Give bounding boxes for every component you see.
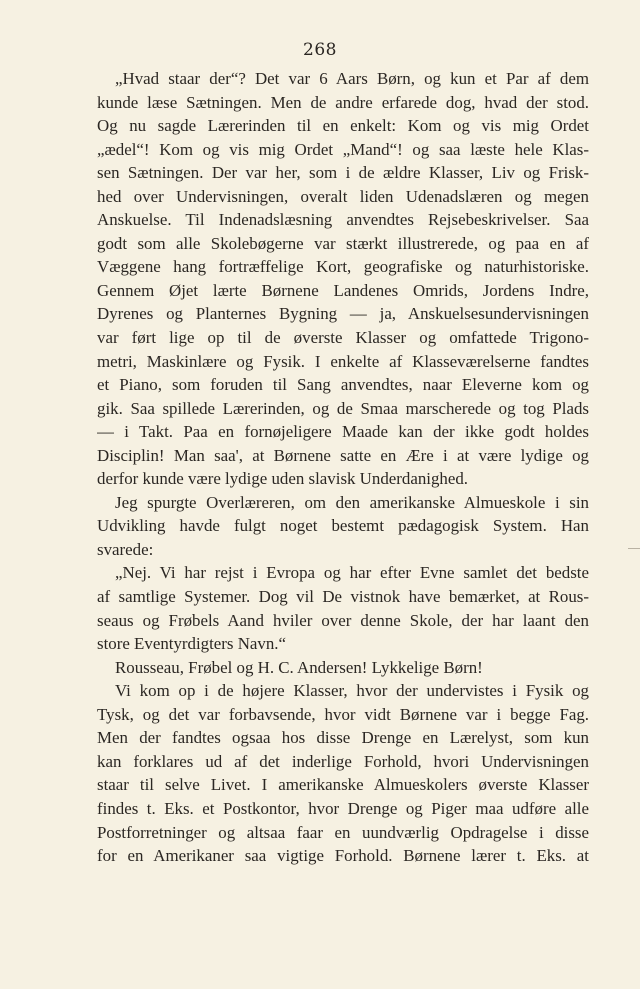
text-line: Men der fandtes ogsaa hos disse Drenge en Lærelyst, som kun (97, 728, 589, 748)
text-line: gik. Saa spillede Lærerinden, og de Smaa marscherede og tog Plads (97, 398, 589, 418)
text-line: — i Takt. Paa en fornøjeligere Maade kan der ikke godt holdes (97, 422, 589, 442)
text-line: Jeg spurgte Overlæreren, om den amerikanske Almueskole i sin (115, 492, 589, 512)
text-line: derfor kunde være lydige uden slavisk Underdanighed. (97, 469, 469, 489)
text-line: Og nu sagde Lærerinden til en enkelt: Kom og vis mig Ordet (97, 116, 589, 136)
text-line: hed over Undervisningen, overalt liden Udenadslæren og megen (97, 186, 589, 206)
page-number: 268 (303, 40, 337, 60)
text-line: svarede: (97, 539, 154, 559)
text-line: Dyrenes og Planternes Bygning — ja, Anskuelsesundervisningen (97, 304, 589, 324)
text-line: sen Sætningen. Der var her, som i de ældre Klasser, Liv og Frisk- (97, 163, 589, 183)
text-line: metri, Maskinlære og Fysik. I enkelte af Klasseværelserne fandtes (97, 351, 589, 371)
text-line: Gennem Øjet lærte Børnene Landenes Omrids, Jordens Indre, (97, 280, 589, 300)
text-line: staar til selve Livet. I amerikanske Almueskolers øverste Klasser (97, 775, 589, 795)
text-line: Rousseau, Frøbel og H. C. Andersen! Lykkelige Børn! (115, 657, 483, 677)
text-line: store Eventyrdigters Navn.“ (97, 634, 287, 654)
text-line: Vi kom op i de højere Klasser, hvor der undervistes i Fysik og (115, 681, 589, 701)
text-line: for en Amerikaner saa vigtige Forhold. Børnene lærer t. Eks. at (97, 846, 589, 866)
text-line: Disciplin! Man saa', at Børnene satte en Ære i at være lydige og (97, 445, 589, 465)
text-line: Anskuelse. Til Indenadslæsning anvendtes Rejsebeskrivelser. Saa (97, 210, 589, 230)
text-line: var ført lige op til de øverste Klasser og omfattede Trigono- (97, 328, 589, 348)
text-line: godt som alle Skolebøgerne var stærkt illustrerede, og paa en af (97, 233, 589, 253)
body-text (97, 67, 589, 868)
text-line: findes t. Eks. et Postkontor, hvor Drenge og Piger maa udføre alle (97, 798, 589, 818)
text-line: Tysk, og det var forbavsende, hvor vidt Børnene var i begge Fag. (97, 704, 589, 724)
text-line: et Piano, som foruden til Sang anvendtes, naar Eleverne kom og (97, 375, 589, 395)
text-line: „Hvad staar der“? Det var 6 Aars Børn, og kun et Par af dem (115, 69, 589, 88)
text-line: Postforretninger og altsaa faar en uundværlig Opdragelse i disse (97, 822, 589, 842)
text-line: Udvikling havde fulgt noget bestemt pædagogisk System. Han (97, 516, 589, 536)
text-line: af samtlige Systemer. Dog vil De vistnok have bemærket, at Rous- (97, 587, 589, 607)
text-line: „ædel“! Kom og vis mig Ordet „Mand“! og saa læste hele Klas- (97, 139, 589, 159)
text-line: Væggene hang fortræffelige Kort, geografiske og naturhistoriske. (97, 257, 589, 277)
text-line: kunde læse Sætningen. Men de andre erfarede dog, hvad der stod. (97, 92, 589, 112)
text-line: seaus og Frøbels Aand hviler over denne Skole, der har laant den (97, 610, 589, 630)
text-line: „Nej. Vi har rejst i Evropa og har efter Evne samlet det bedste (115, 563, 589, 583)
text-line: kan forklares ud af det inderlige Forhold, hvori Undervisningen (97, 751, 589, 771)
page-edge-mark (628, 548, 640, 549)
